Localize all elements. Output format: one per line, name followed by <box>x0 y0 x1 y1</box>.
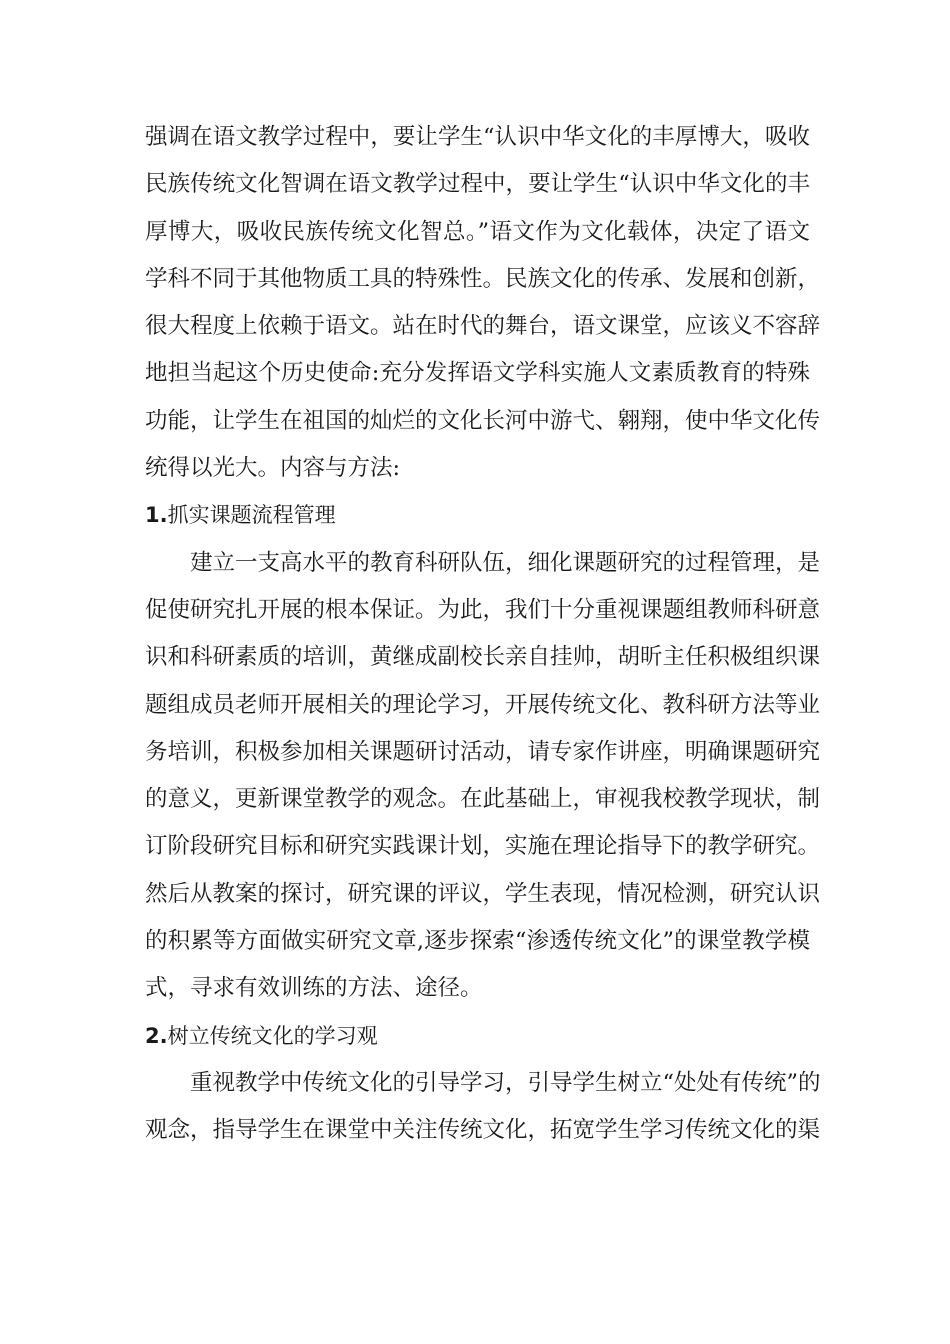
text-line: 的意义，更新课堂教学的观念。在此基础上，审视我校教学现状，制 <box>145 786 821 813</box>
section-number: 2. <box>145 1023 168 1048</box>
text-line: 然后从教案的探讨，研究课的评议，学生表现，情况检测，研究认识 <box>145 880 821 907</box>
text-line: 识和科研素质的培训，黄继成副校长亲自挂帅，胡昕主任积极组织课 <box>145 644 821 671</box>
text-line: 式，寻求有效训练的方法、途径。 <box>145 975 483 1002</box>
paragraph-1 <box>145 114 821 492</box>
paragraph-3 <box>145 1060 821 1155</box>
section-title: 树立传统文化的学习观 <box>167 1023 378 1048</box>
document-body <box>145 114 821 1155</box>
text-line: 订阶段研究目标和研究实践课计划，实施在理论指导下的教学研究。 <box>145 833 821 860</box>
paragraph-2 <box>145 540 821 1013</box>
text-line: 务培训，积极参加相关课题研讨活动，请专家作讲座，明确课题研究 <box>145 738 821 765</box>
section-heading-2 <box>145 1013 810 1060</box>
text-line: 很大程度上依赖于语文。站在时代的舞台，语文课堂，应该义不容辞 <box>145 313 821 340</box>
text-line: 地担当起这个历史使命:充分发挥语文学科实施人文素质教育的特殊 <box>145 360 810 387</box>
section-title: 抓实课题流程管理 <box>167 503 336 528</box>
text-line: 学科不同于其他物质工具的特殊性。民族文化的传承、发展和创新， <box>145 265 821 292</box>
text-line: 民族传统文化智调在语文教学过程中，要让学生“认识中华文化的丰 <box>145 171 810 198</box>
text-line: 的积累等方面做实研究文章,逐步探索“渗透传统文化”的课堂教学模 <box>145 928 810 955</box>
section-number: 1. <box>145 503 168 528</box>
text-line: 强调在语文教学过程中，要让学生“认识中华文化的丰厚博大，吸收 <box>145 124 810 150</box>
text-line: 观念，指导学生在课堂中关注传统文化，拓宽学生学习传统文化的渠 <box>145 1117 821 1144</box>
text-line: 建立一支高水平的教育科研队伍，细化课题研究的过程管理，是 <box>190 549 821 576</box>
text-line: 厚博大，吸收民族传统文化智总。”语文作为文化载体，决定了语文 <box>145 218 810 245</box>
text-line: 重视教学中传统文化的引导学习，引导学生树立“处处有传统”的 <box>190 1069 821 1096</box>
text-line: 促使研究扎开展的根本保证。为此，我们十分重视课题组教师科研意 <box>145 596 821 623</box>
text-line: 功能，让学生在祖国的灿烂的文化长河中游弋、翱翔，使中华文化传 <box>145 407 821 434</box>
text-line: 题组成员老师开展相关的理论学习，开展传统文化、教科研方法等业 <box>145 691 821 718</box>
section-heading-1 <box>145 492 810 539</box>
text-line: 统得以光大。内容与方法: <box>145 455 401 482</box>
